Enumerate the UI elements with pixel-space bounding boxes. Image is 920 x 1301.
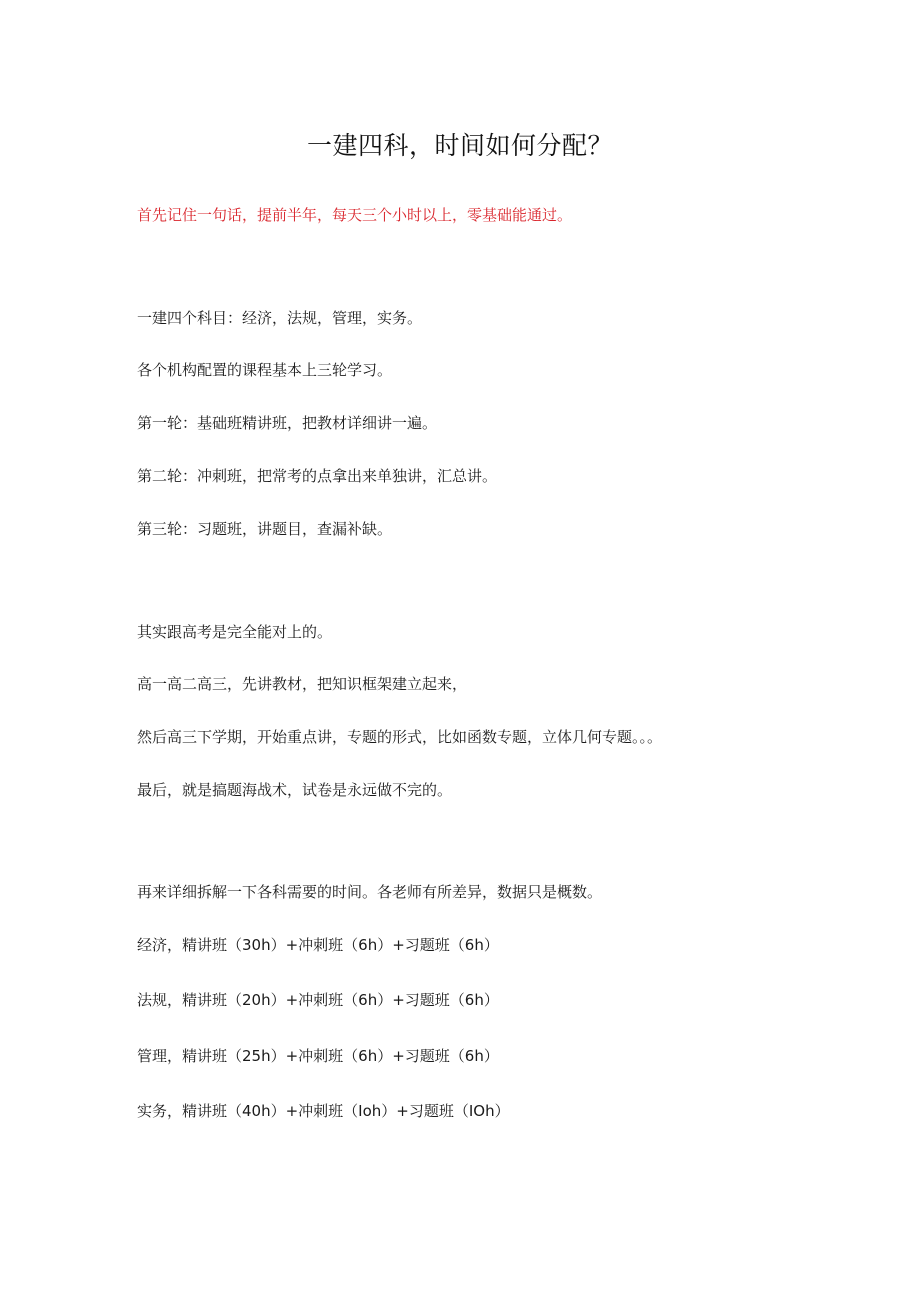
highlight-note: 首先记住一句话，提前半年，每天三个小时以上，零基础能通过。 [137, 206, 573, 224]
page-title: 一建四科，时间如何分配？ [306, 131, 613, 160]
management-hours: 管理，精讲班（25h）+冲刺班（6h）+习题班（6h） [137, 1047, 499, 1065]
round-two: 第二轮：冲刺班，把常考的点拿出来单独讲，汇总讲。 [137, 467, 498, 485]
rounds-intro: 各个机构配置的课程基本上三轮学习。 [137, 361, 393, 379]
economy-hours: 经济，精讲班（30h）+冲刺班（6h）+习题班（6h） [137, 936, 499, 954]
time-breakdown-intro: 再来详细拆解一下各科需要的时间。各老师有所差异，数据只是概数。 [137, 883, 603, 901]
regulations-hours: 法规，精讲班（20h）+冲刺班（6h）+习题班（6h） [137, 991, 499, 1009]
gaokao-stage-three: 最后，就是搞题海战术，试卷是永远做不完的。 [137, 781, 453, 799]
round-one: 第一轮：基础班精讲班，把教材详细讲一遍。 [137, 414, 438, 432]
practice-hours: 实务，精讲班（40h）+冲刺班（Ioh）+习题班（IOh） [137, 1102, 510, 1120]
gaokao-stage-two: 然后高三下学期，开始重点讲，专题的形式，比如函数专题，立体几何专题。。。 [137, 728, 663, 746]
gaokao-compare: 其实跟高考是完全能对上的。 [137, 623, 333, 641]
gaokao-stage-one: 高一高二高三，先讲教材，把知识框架建立起来， [137, 675, 468, 693]
subjects-line: 一建四个科目：经济，法规，管理，实务。 [137, 309, 423, 327]
round-three: 第三轮：习题班，讲题目，查漏补缺。 [137, 520, 393, 538]
